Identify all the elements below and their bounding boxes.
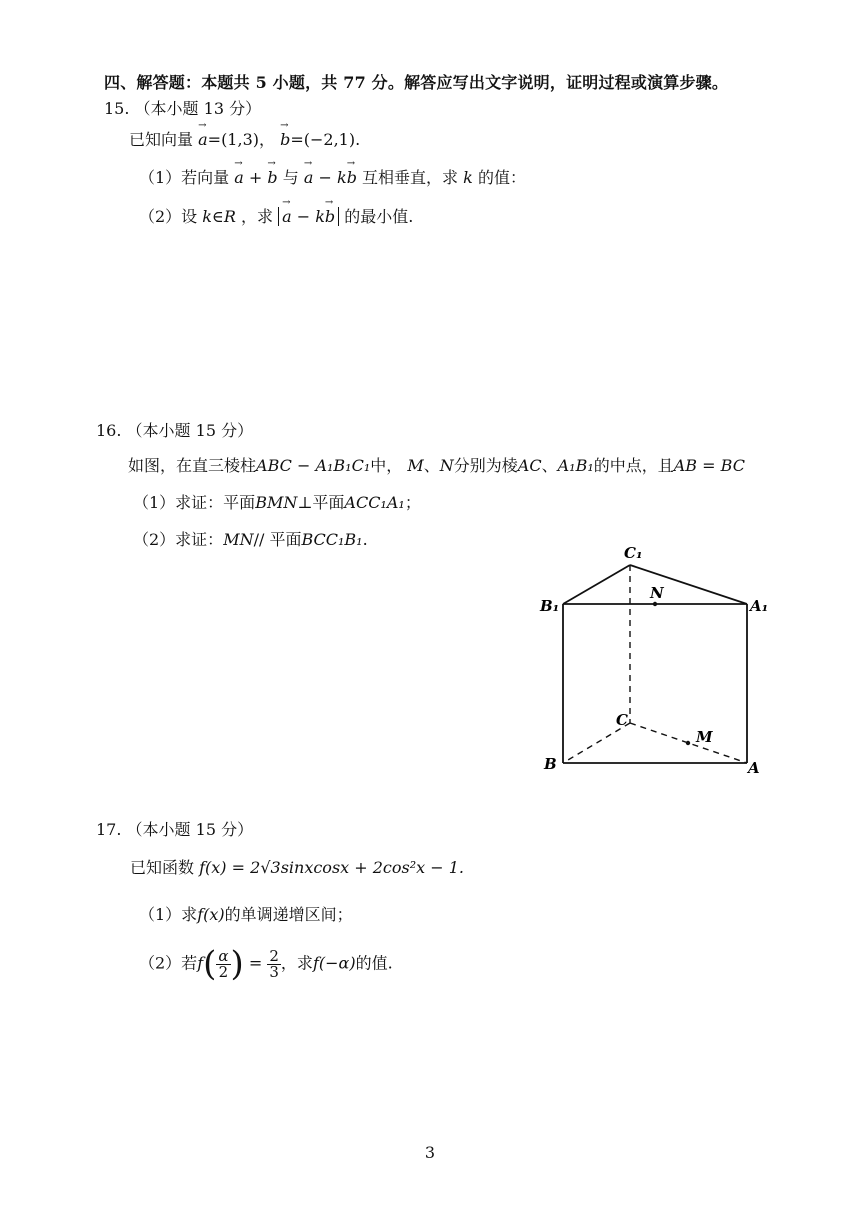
stem-text: 分别为棱 bbox=[453, 456, 518, 475]
part-prefix: （1）求 bbox=[139, 905, 198, 924]
scalar-k: k bbox=[336, 168, 347, 187]
label-A: A bbox=[748, 759, 760, 777]
plane-ACC1A1: ACC₁A₁ bbox=[344, 493, 405, 512]
k-in-reals: k∈R bbox=[202, 207, 236, 226]
question-15-part-1: （1）若向量 → a + → b 与 → a − k→ b 互相垂直，求 k 的值： bbox=[139, 165, 526, 188]
stem-text: 已知向量 bbox=[129, 130, 194, 149]
stem-text: 、 bbox=[423, 456, 440, 475]
stem-text: 中， bbox=[370, 456, 403, 475]
label-C: C bbox=[616, 711, 628, 729]
part-text: 的值： bbox=[477, 168, 526, 187]
part-text: 的值. bbox=[355, 953, 393, 973]
question-16-part-1 bbox=[133, 490, 421, 513]
vector-b: → b bbox=[280, 130, 290, 149]
vector-a: → a bbox=[304, 168, 314, 187]
label-A1: A₁ bbox=[750, 597, 769, 615]
stem-text: 已知函数 bbox=[130, 858, 195, 877]
vector-b: → b bbox=[347, 168, 357, 187]
question-16-part-2 bbox=[133, 527, 368, 550]
edge-CB-hidden bbox=[563, 723, 630, 763]
question-number: 17. bbox=[96, 820, 122, 839]
part-prefix: （1）求证：平面 bbox=[133, 493, 256, 512]
vector-a-value: =(1,3)， bbox=[207, 130, 275, 149]
plane-BMN: BMN bbox=[255, 493, 298, 512]
label-M: M bbox=[696, 728, 713, 746]
vector-b: → b bbox=[325, 207, 335, 226]
scalar-k: k bbox=[463, 168, 473, 187]
function-expression: = 2√3sinxcosx + 2cos²x − 1. bbox=[231, 858, 465, 877]
question-15-header bbox=[104, 96, 261, 119]
part-text: // 平面 bbox=[253, 530, 302, 549]
plane-BCC1B1: BCC₁B₁ bbox=[301, 530, 363, 549]
part-text: 的单调递增区间； bbox=[224, 905, 353, 924]
part-text: ； bbox=[404, 493, 421, 512]
point-M-marker bbox=[686, 741, 690, 745]
function-f-neg-alpha: f(−α) bbox=[312, 953, 356, 973]
part-text: 的最小值. bbox=[344, 207, 414, 226]
equals-sign: = bbox=[248, 953, 263, 973]
stem-text: 、 bbox=[541, 456, 558, 475]
part-prefix: （2）若 bbox=[139, 953, 198, 973]
edge-C1A1 bbox=[630, 565, 747, 604]
function-fx: f(x) bbox=[197, 905, 225, 924]
question-points: （本小题 13 分） bbox=[134, 99, 262, 118]
question-17-part-1 bbox=[139, 902, 353, 925]
label-B: B bbox=[544, 755, 557, 773]
vector-a: → a bbox=[198, 130, 208, 149]
question-17-header bbox=[96, 817, 253, 840]
part-text: ⊥平面 bbox=[297, 493, 345, 512]
segment-MN: MN bbox=[223, 530, 254, 549]
edge-C1B1 bbox=[563, 565, 630, 604]
question-15-part-2 bbox=[139, 204, 413, 227]
edge-A1B1: A₁B₁ bbox=[557, 456, 594, 475]
point-M: M bbox=[407, 456, 424, 475]
function-fx: f(x) bbox=[199, 858, 227, 877]
scalar-k: k bbox=[315, 207, 325, 226]
part-prefix: （2）设 bbox=[139, 207, 198, 226]
point-N-marker bbox=[653, 602, 657, 606]
vector-a: → a bbox=[282, 207, 292, 226]
question-points: （本小题 15 分） bbox=[126, 421, 254, 440]
question-17-stem bbox=[130, 855, 464, 878]
condition-AB-BC: AB = BC bbox=[673, 456, 745, 475]
question-points: （本小题 15 分） bbox=[126, 820, 254, 839]
fraction-alpha-over-2: $\frac{\alpha}{2}$ bbox=[218, 946, 229, 981]
prism-figure bbox=[530, 540, 780, 785]
point-N: N bbox=[439, 456, 454, 475]
fraction-2-over-3: $\frac{2}{3}$ bbox=[269, 946, 279, 981]
stem-text: 如图，在直三棱柱 bbox=[128, 456, 257, 475]
absolute-value-expression: → a − k→ b bbox=[278, 207, 339, 226]
edge-AC: AC bbox=[517, 456, 542, 475]
label-C1: C₁ bbox=[624, 544, 643, 562]
part-prefix: （2）求证： bbox=[133, 530, 224, 549]
prism-name: ABC − A₁B₁C₁ bbox=[256, 456, 371, 475]
label-B1: B₁ bbox=[540, 597, 560, 615]
question-16-header bbox=[96, 418, 253, 441]
part-text: . bbox=[362, 530, 368, 549]
section-heading: 四、解答题：本题共 5 小题，共 77 分。解答应写出文字说明，证明过程或演算步骤。 bbox=[104, 73, 729, 92]
function-f: f bbox=[197, 953, 204, 973]
vector-b-value: =(−2,1). bbox=[290, 130, 361, 149]
label-N: N bbox=[650, 584, 664, 602]
question-17-part-2: （2）若f( $\frac{\alpha}{2}$ ) = $\frac{2}{3}$ ，求f(−α)的值. bbox=[139, 944, 393, 984]
part-text: ，求 bbox=[240, 207, 273, 226]
vector-a: → a bbox=[234, 168, 244, 187]
question-15-stem bbox=[129, 127, 360, 150]
part-text: 互相垂直，求 bbox=[362, 168, 459, 187]
question-16-stem bbox=[128, 453, 745, 476]
vector-b: → b bbox=[267, 168, 277, 187]
page-number: 3 bbox=[424, 1143, 436, 1162]
part-text: 与 bbox=[282, 168, 299, 187]
question-number: 15. bbox=[104, 99, 130, 118]
part-text: ，求 bbox=[280, 953, 313, 973]
question-number: 16. bbox=[96, 421, 122, 440]
stem-text: 的中点，且 bbox=[593, 456, 674, 475]
part-prefix: （1）若向量 bbox=[139, 168, 230, 187]
